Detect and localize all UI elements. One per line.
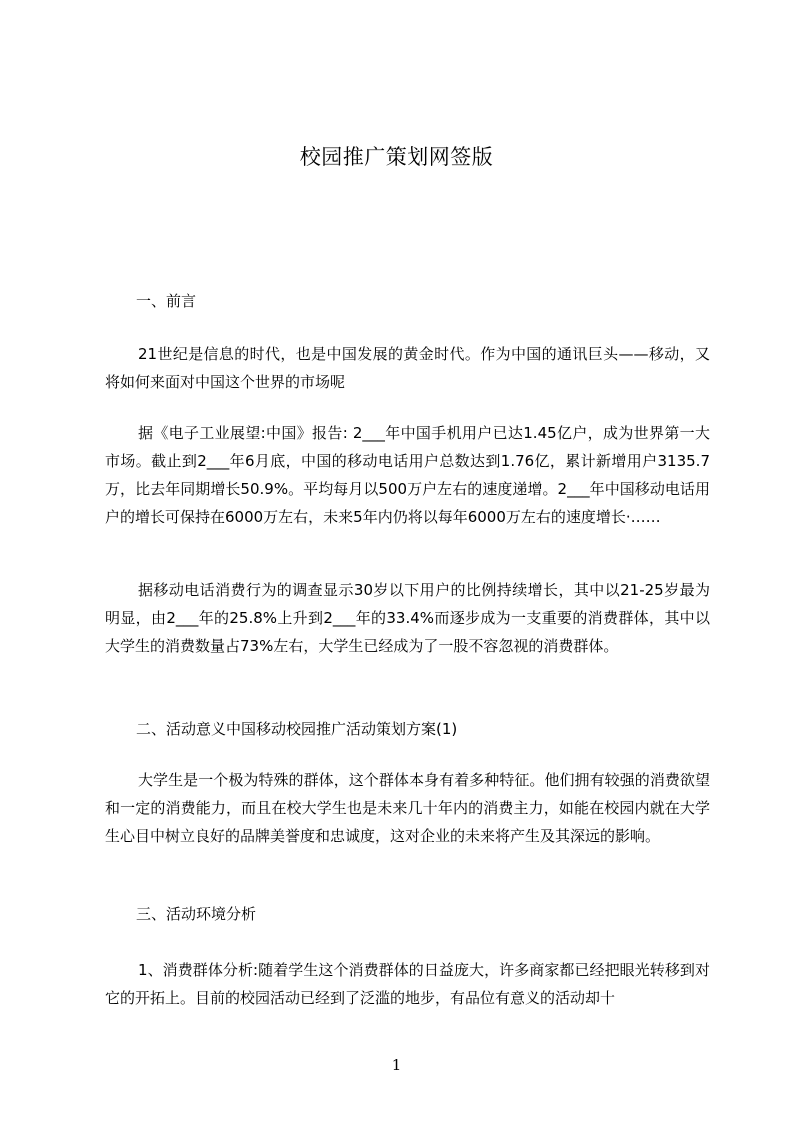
section-heading-significance: 二、活动意义中国移动校园推广活动策划方案(1)	[136, 720, 458, 738]
paragraph-consumer-survey: 据移动电话消费行为的调查显示30岁以下用户的比例持续增长，其中以21-25岁最为明显，由2___年的25.8%上升到2___年的33.4%而逐步成为一支重要的消费群体，其中以大学生的消费数量占73%左右，大学生已经成为了一股不容忽视的消费群体。	[105, 581, 710, 655]
paragraph-student-group: 大学生是一个极为特殊的群体，这个群体本身有着多种特征。他们拥有较强的消费欲望和一定的消费能力，而且在校大学生也是未来几十年内的消费主力，如能在校园内就在大学生心目中树立良好的品牌美誉度和忠诚度，这对企业的未来将产生及其深远的影响。	[105, 771, 710, 845]
section-heading-preface: 一、前言	[136, 292, 197, 310]
paragraph-intro: 21世纪是信息的时代，也是中国发展的黄金时代。作为中国的通讯巨头——移动，又将如何来面对中国这个世界的市场呢	[105, 345, 710, 391]
page-number: 1	[391, 1056, 402, 1074]
section-heading-environment: 三、活动环境分析	[136, 905, 257, 923]
paragraph-market-report: 据《电子工业展望:中国》报告: 2___年中国手机用户已达1.45亿户，成为世界第一大市场。截止到2___年6月底，中国的移动电话用户总数达到1.76亿，累计新增用户3135.7万，比去年同期增长50.9%。平均每月以500万户左右的速度递增。2___年中国移动电话用户的增长可保持在6000万左右，未来5年内仍将以每年6000万左右的速度增长·……	[105, 424, 710, 526]
document-title: 校园推广策划网签版	[299, 145, 494, 169]
paragraph-consumer-analysis: 1、消费群体分析:随着学生这个消费群体的日益庞大，许多商家都已经把眼光转移到对它的开拓上。目前的校园活动已经到了泛滥的地步，有品位有意义的活动却十	[105, 961, 710, 1007]
